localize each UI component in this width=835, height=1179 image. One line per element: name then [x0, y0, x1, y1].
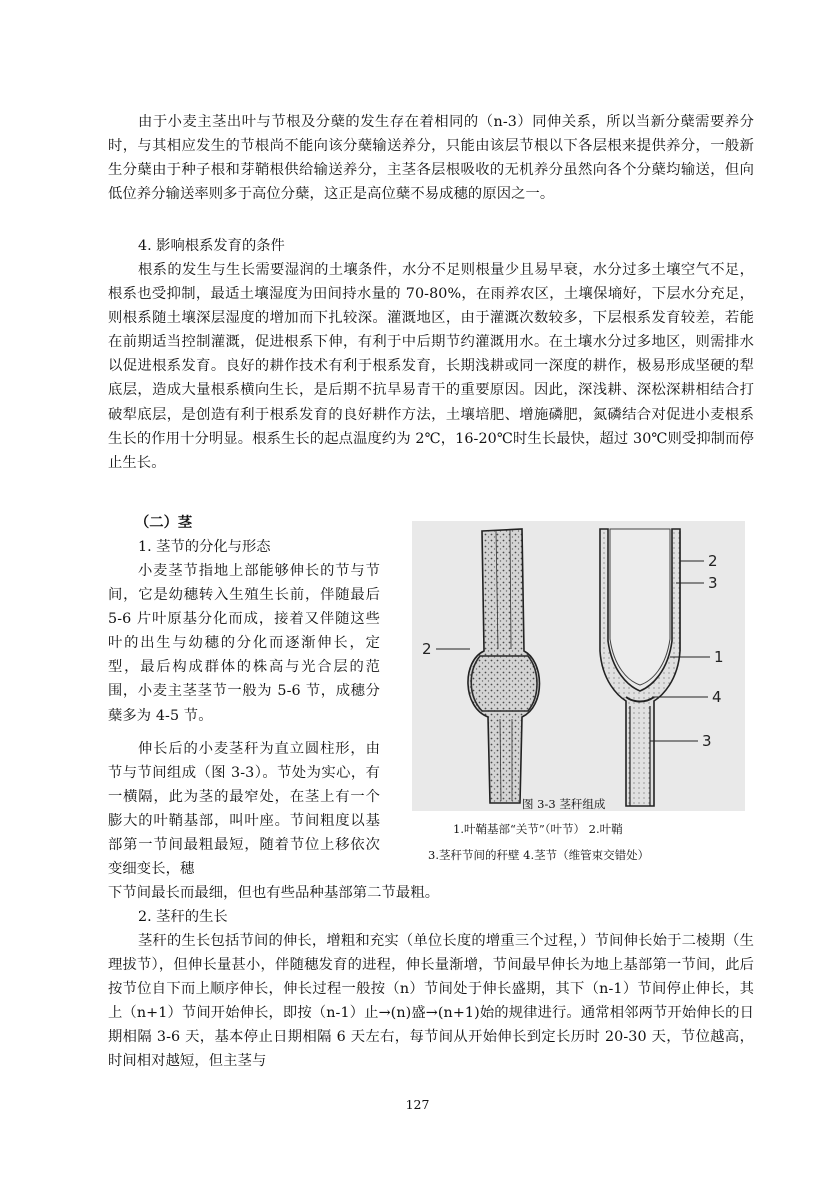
stem-external-view [468, 529, 540, 803]
figure-caption-line-1: 1.叶鞘基部“关节”（叶节） 2.叶鞘 [453, 822, 623, 836]
figure-caption-line-2: 3.茎秆节间的秆壁 4.茎节（维管束交错处） [428, 848, 650, 862]
stem-structure-illustration [412, 521, 745, 811]
heading-stem-growth: 2. 茎秆的生长 [138, 909, 228, 925]
figure-caption-title: 图 3-3 茎秆组成 [522, 797, 606, 811]
paragraph-tiller-nutrition: 由于小麦主茎出叶与节根及分蘖的发生存在着相同的（n-3）同伸关系，所以当新分蘖需要养分时，与其相应发生的节根尚不能向该分蘖输送养分，只能由该层节根以下各层根来提供养分，一般新生分蘖由于种子根和芽鞘根供给输送养分，主茎各层根吸收的无机养分虽然向各个分蘖均输送，但向低位养分输送率则多于高位分蘖，这正是高位蘖不易成穗的原因之一。 [108, 114, 754, 203]
figure-label-1: 1 [714, 648, 724, 666]
figure-label-3-bottom: 3 [702, 732, 712, 750]
stem-section-view [600, 529, 680, 806]
figure-label-4: 4 [712, 688, 722, 706]
paragraph-stem-structure: 伸长后的小麦茎秆为直立圆柱形，由节与节间组成（图 3-3）。节处为实心，有一横隔，此为茎的最窄处，在茎上有一个膨大的叶鞘基部，叫叶座。节间粗度以基部第一节间最粗最短，随着节位上移依次变细变长，穗 [108, 741, 380, 878]
paragraph-root-conditions: 根系的发生与生长需要湿润的土壤条件，水分不足则根量少且易早衰，水分过多土壤空气不足，根系也受抑制，最适土壤湿度为田间持水量的 70-80%，在雨养农区，土壤保墒好，下层水分充足，则根系随土壤深层湿度的增加而下扎较深。灌溉地区，由于灌溉次数较多，下层根系发育较差，若能在前期适当控制灌溉，促进根系下伸，有利于中后期节约灌溉用水。在土壤水分过多地区，则需排水以促进根系发育。良好的耕作技术有利于根系发育，长期浅耕或同一深度的耕作，极易形成坚硬的犁底层，造成大量根系横向生长，是后期不抗旱易青干的重要原因。因此，深浅耕、深松深耕相结合打破犁底层，是创造有利于根系发育的良好耕作方法，土壤培肥、增施磷肥，氮磷结合对促进小麦根系生长的作用十分明显。根系生长的起点温度约为 2℃，16-20℃时生长最快，超过 30℃则受抑制而停止生长。 [108, 262, 754, 471]
paragraph-stem-structure-continued: 下节间最长而最细，但也有些品种基部第二节最粗。 [108, 885, 440, 901]
heading-root-conditions: 4. 影响根系发育的条件 [138, 238, 285, 254]
heading-stem-node-differentiation: 1. 茎节的分化与形态 [138, 539, 271, 555]
page-number: 127 [405, 1097, 430, 1112]
paragraph-stem-node: 小麦茎节指地上部能够伸长的节与节间，它是幼穗转入生殖生长前，伴随最后 5-6 片叶原基分化而成，接着又伴随这些叶的出生与幼穗的分化而逐渐伸长，定型，最后构成群体的株高与光合层的范围，小麦主茎茎节一般为 5-6 节，成穗分蘖多为 4-5 节。 [108, 563, 380, 724]
figure-label-2-top: 2 [708, 552, 718, 570]
stem-structure-figure [412, 521, 745, 811]
figure-label-3-top: 3 [708, 574, 718, 592]
paragraph-stem-growth: 茎秆的生长包括节间的伸长，增粗和充实（单位长度的增重三个过程，）节间伸长始于二棱期（生理拔节），但伸长量甚小，伴随穗发育的进程，伸长量渐增，节间最早伸长为地上基部第一节间，此后按节位自下而上顺序伸长，伸长过程一般按（n）节间处于伸长盛期，其下（n-1）节间停止伸长，其上（n+1）节间开始伸长，即按（n-1）止→(n)盛→(n+1)始的规律进行。通常相邻两节开始伸长的日期相隔 3-6 天，基本停止日期相隔 6 天左右，每节间从开始伸长到定长历时 20-30 天，节位越高，时间相对越短，但主茎与 [108, 933, 754, 1070]
figure-label-2-left: 2 [422, 640, 432, 658]
section-heading-stem: （二）茎 [135, 515, 193, 531]
